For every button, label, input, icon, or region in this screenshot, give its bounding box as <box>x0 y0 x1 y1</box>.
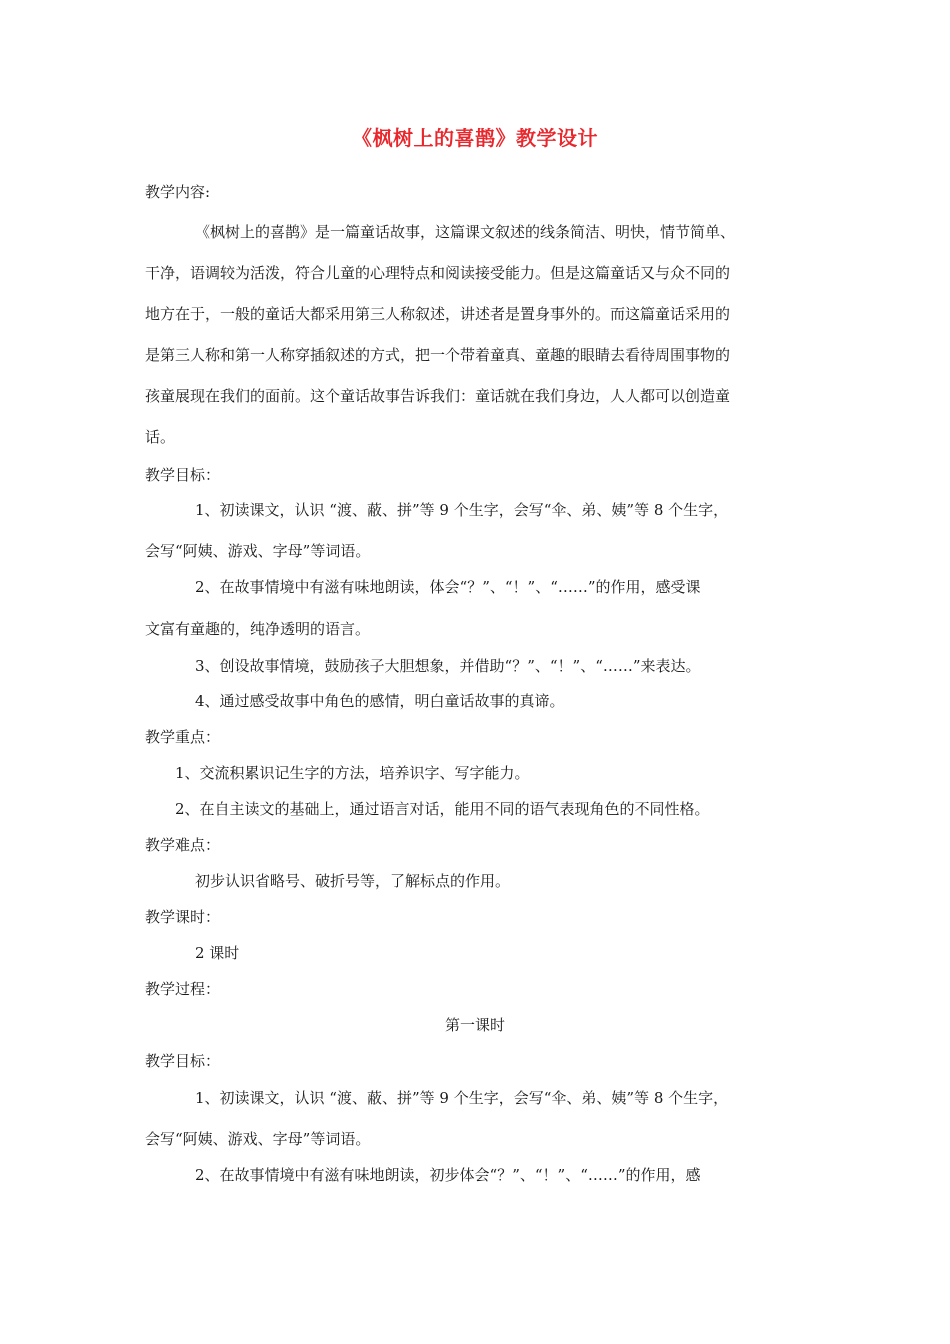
heading-objectives: 教学目标： <box>145 466 221 484</box>
paragraph-line: 话。 <box>145 428 176 446</box>
paragraph-line: 2 课时 <box>195 944 240 962</box>
paragraph-line: 4、通过感受故事中角色的感情，明白童话故事的真谛。 <box>195 692 565 710</box>
paragraph-line: 会写“阿姨、游戏、字母”等词语。 <box>145 542 371 560</box>
paragraph-line: 1、初读课文，认识 “渡、蔽、拼”等 9 个生字，会写“伞、弟、姨”等 8 个生字， <box>195 1089 729 1107</box>
paragraph-line: 1、初读课文，认识 “渡、蔽、拼”等 9 个生字，会写“伞、弟、姨”等 8 个生字， <box>195 501 729 519</box>
paragraph-line: 地方在于，一般的童话大都采用第三人称叙述，讲述者是置身事外的。而这篇童话采用的 <box>145 305 731 323</box>
paragraph-line: 1、交流积累识记生字的方法，培养识字、写字能力。 <box>175 764 530 782</box>
paragraph-line: 2、在自主读文的基础上，通过语言对话，能用不同的语气表现角色的不同性格。 <box>175 800 710 818</box>
document-title: 《枫树上的喜鹊》教学设计 <box>352 126 598 150</box>
heading-content: 教学内容: <box>145 183 211 201</box>
heading-difficulties: 教学难点： <box>145 836 221 854</box>
paragraph-line: 是第三人称和第一人称穿插叙述的方式，把一个带着童真、童趣的眼睛去看待周围事物的 <box>145 346 731 364</box>
heading-objectives: 教学目标： <box>145 1052 221 1070</box>
heading-key-points: 教学重点： <box>145 728 221 746</box>
paragraph-line: 会写“阿姨、游戏、字母”等词语。 <box>145 1130 371 1148</box>
heading-class-hours: 教学课时： <box>145 908 221 926</box>
paragraph-line: 初步认识省略号、破折号等，了解标点的作用。 <box>195 872 511 890</box>
paragraph-line: 干净，语调较为活泼，符合儿童的心理特点和阅读接受能力。但是这篇童话又与众不同的 <box>145 264 731 282</box>
paragraph-line: 孩童展现在我们的面前。这个童话故事告诉我们：童话就在我们身边，人人都可以创造童 <box>145 387 731 405</box>
paragraph-line: 2、在故事情境中有滋有味地朗读，体会“？”、“！”、“……”的作用，感受课 <box>195 578 701 596</box>
heading-process: 教学过程： <box>145 980 221 998</box>
paragraph-line: 2、在故事情境中有滋有味地朗读，初步体会“？”、“！”、“……”的作用，感 <box>195 1166 701 1184</box>
paragraph-line: 文富有童趣的，纯净透明的语言。 <box>145 620 371 638</box>
paragraph-line: 《枫树上的喜鹊》是一篇童话故事，这篇课文叙述的线条简洁、明快，情节简单、 <box>195 223 736 241</box>
paragraph-line: 3、创设故事情境，鼓励孩子大胆想象，并借助“？”、“！”、“……”来表达。 <box>195 657 701 675</box>
section-heading-first-lesson: 第一课时 <box>444 1016 505 1034</box>
